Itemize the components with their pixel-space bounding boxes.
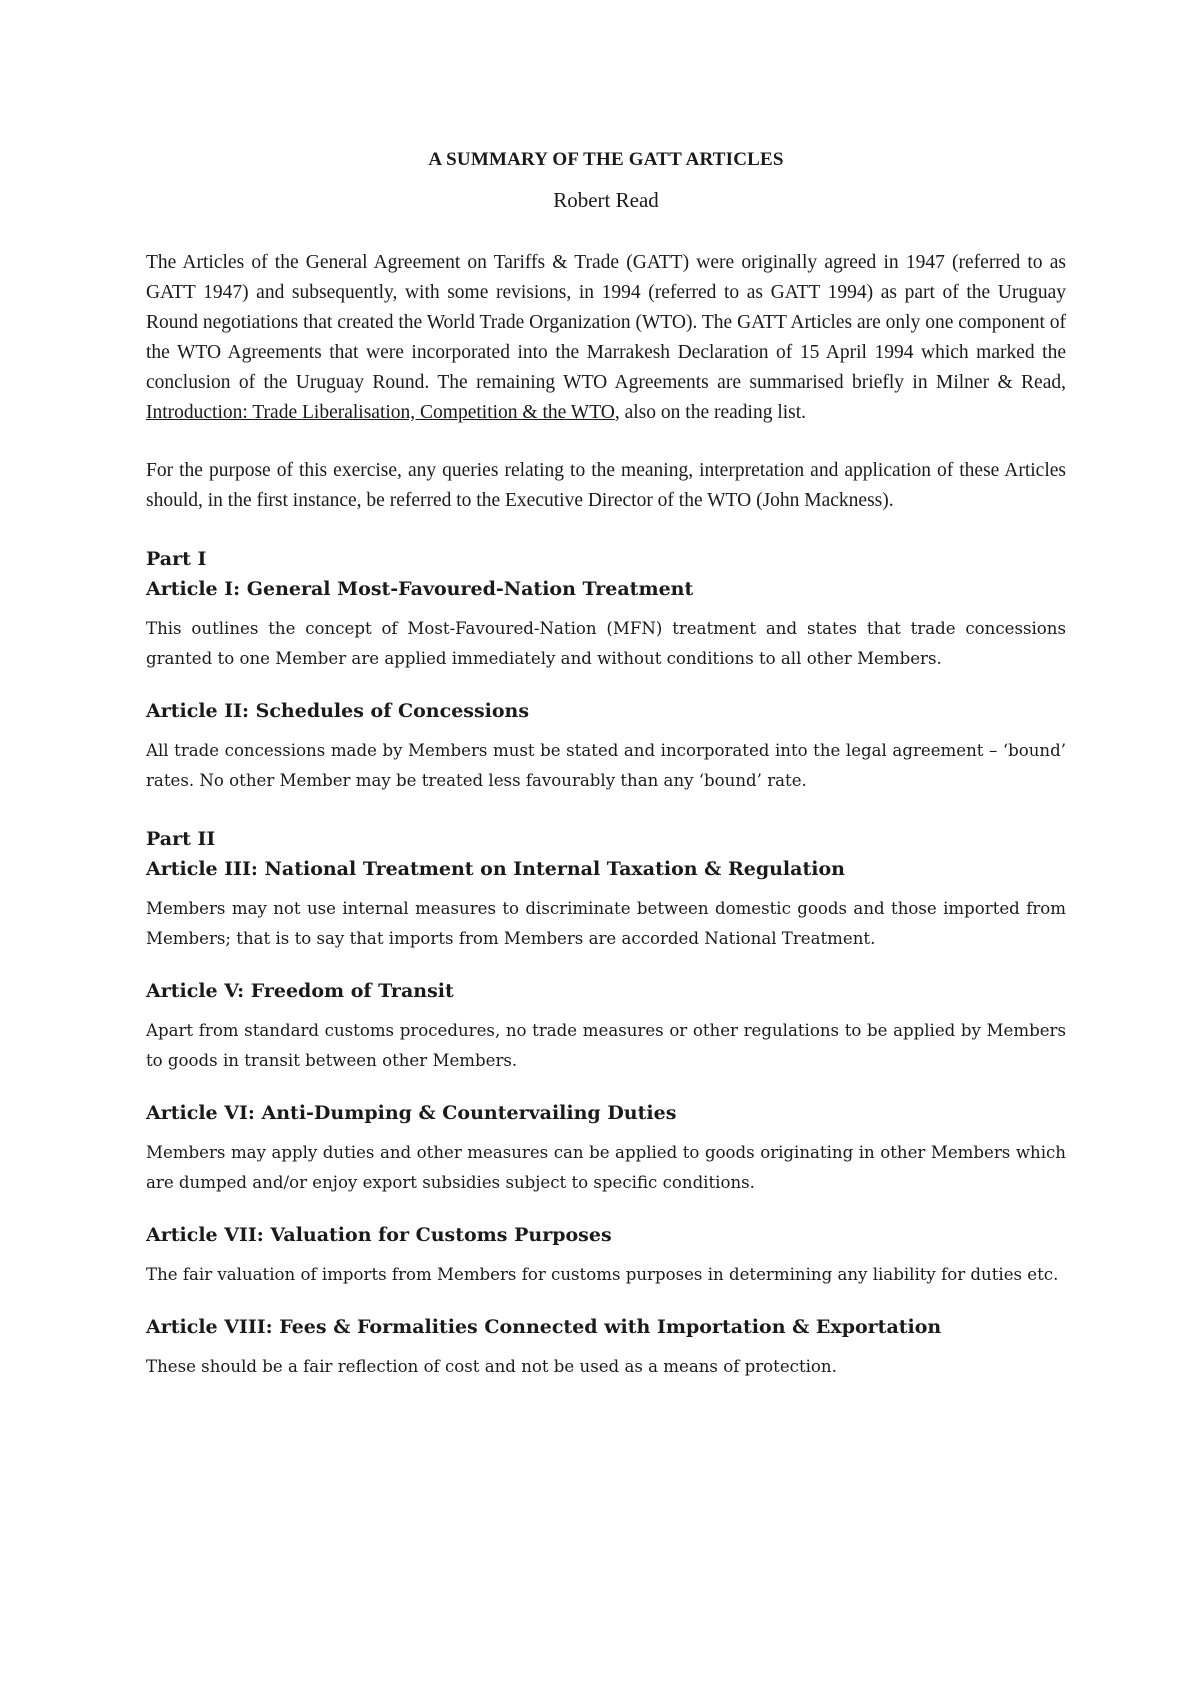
article-5-body: Apart from standard customs procedures, no trade measures or other regulations to be applied by Members to goods in transit between other Members.: [146, 1021, 1066, 1070]
article-6-heading: Article VI: Anti-Dumping & Countervailing Duties: [146, 1102, 677, 1124]
document-page: [146, 146, 1066, 1382]
article-7-body: The fair valuation of imports from Members for customs purposes in determining any liability for duties etc.: [146, 1265, 1059, 1284]
part-heading-1: Part I: [146, 548, 207, 570]
intro-paragraph-2: For the purpose of this exercise, any queries relating to the meaning, interpretation and application of these Articles should, in the first instance, be referred to the Executive Director of the WTO (John Mackness).: [146, 460, 1066, 511]
article-8-body: These should be a fair reflection of cost and not be used as a means of protection.: [146, 1357, 837, 1376]
document-title: A SUMMARY OF THE GATT ARTICLES: [428, 149, 784, 170]
article-1-heading: Article I: General Most-Favoured-Nation Treatment: [146, 578, 694, 600]
article-5-heading: Article V: Freedom of Transit: [146, 980, 454, 1002]
article-7-heading: Article VII: Valuation for Customs Purposes: [146, 1224, 612, 1246]
intro-paragraph-1-text: The Articles of the General Agreement on Tariffs & Trade (GATT) were originally agreed in 1947 (referred to as GATT 1947) and subsequently, with some revisions, in 1994 (referred to as GATT 1994) as part of the Uruguay Round negotiations that created the World Trade Organization (WTO). The GATT Articles are only one component of the WTO Agreements that were incorporated into the Marrakesh Declaration of 15 April 1994 which marked the conclusion of the Uruguay Round. The remaining WTO Agreements are summarised briefly in Milner & Read,: [146, 252, 1066, 393]
article-3-heading: Article III: National Treatment on Internal Taxation & Regulation: [146, 858, 845, 880]
document-author: Robert Read: [553, 188, 659, 212]
part-heading-2: Part II: [146, 828, 216, 850]
reading-reference: Introduction: Trade Liberalisation, Competition & the WTO: [146, 402, 615, 423]
article-8-heading: Article VIII: Fees & Formalities Connected with Importation & Exportation: [146, 1316, 942, 1338]
article-1-body: This outlines the concept of Most-Favoured-Nation (MFN) treatment and states that trade concessions granted to one Member are applied immediately and without conditions to all other Members.: [146, 619, 1066, 668]
article-3-body: Members may not use internal measures to discriminate between domestic goods and those imported from Members; that is to say that imports from Members are accorded National Treatment.: [146, 899, 1066, 948]
intro-paragraph-1: [146, 248, 1066, 428]
article-2-body: All trade concessions made by Members must be stated and incorporated into the legal agreement – ‘bound’ rates. No other Member may be treated less favourably than any ‘bound’ rate.: [146, 741, 1066, 790]
article-6-body: Members may apply duties and other measures can be applied to goods originating in other Members which are dumped and/or enjoy export subsidies subject to specific conditions.: [146, 1143, 1066, 1192]
article-2-heading: Article II: Schedules of Concessions: [146, 700, 530, 722]
intro-paragraph-1-tail: , also on the reading list.: [614, 402, 807, 423]
